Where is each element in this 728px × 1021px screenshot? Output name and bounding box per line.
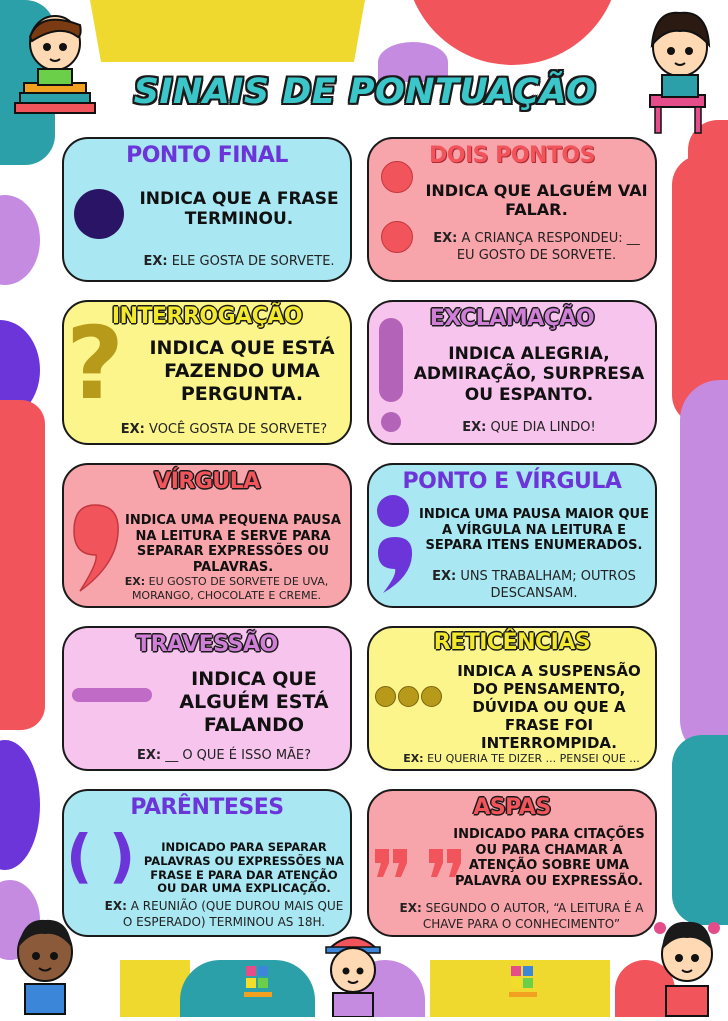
card-description: INDICADO PARA SEPARAR PALAVRAS OU EXPRESSÕES NA FRASE E PARA DAR ATENÇÃO OU DAR UMA EXPLICAÇÃO. <box>143 840 345 896</box>
card-example: EX: UNS TRABALHAM; OUTROS DESCANSAM. <box>432 569 636 601</box>
card-virgula <box>62 463 352 608</box>
card-title: VÍRGULA <box>154 469 260 494</box>
kid-girl-bottom-right-illustration <box>648 910 726 1017</box>
bg-shape-yellow-top <box>90 0 365 62</box>
card-example: EX: A CRIANÇA RESPONDEU: __ EU GOSTO DE SORVETE. <box>433 231 640 263</box>
aquarela-logo-right <box>503 962 543 1002</box>
card-title: ASPAS <box>473 795 551 820</box>
card-description: INDICA QUE ESTÁ FAZENDO UMA PERGUNTA. <box>149 337 335 405</box>
kid-reading-top-left-illustration <box>10 5 100 125</box>
punctuation-semicolon-icon <box>375 495 415 595</box>
card-description: INDICA QUE ALGUÉM ESTÁ FALANDO <box>179 668 329 736</box>
card-title: EXCLAMAÇÃO <box>429 306 595 331</box>
card-description: INDICA QUE A FRASE TERMINOU. <box>139 189 339 230</box>
page-title: SINAIS DE PONTUAÇÃO <box>133 72 597 112</box>
card-description: INDICA ALEGRIA, ADMIRAÇÃO, SURPRESA OU ESPANTO. <box>413 344 645 405</box>
punctuation-colon-icon <box>381 161 413 271</box>
bg-shape-purple-left-1 <box>0 195 40 285</box>
card-reticencias <box>367 626 657 771</box>
card-travessao <box>62 626 352 771</box>
card-example: EX: EU GOSTO DE SORVETE DE UVA, MORANGO, CHOCOLATE E CREME. <box>124 575 329 603</box>
bg-shape-violet-left-2 <box>0 740 40 870</box>
punctuation-dash-icon <box>72 688 152 702</box>
card-example: EX: __ O QUE É ISSO MÃE? <box>136 748 312 763</box>
card-example: EX: EU QUERIA TE DIZER ... PENSEI QUE ... <box>403 752 640 765</box>
card-exclamacao <box>367 300 657 445</box>
card-title: INTERROGAÇÃO <box>111 304 303 329</box>
bg-shape-teal-right <box>672 735 728 925</box>
card-example: EX: ELE GOSTA DE SORVETE. <box>143 254 335 269</box>
card-description: INDICADO PARA CITAÇÕES OU PARA CHAMAR A ATENÇÃO SOBRE UMA PALAVRA OU EXPRESSÃO. <box>453 827 645 889</box>
card-description: INDICA A SUSPENSÃO DO PENSAMENTO, DÚVIDA OU QUE A FRASE FOI INTERROMPIDA. <box>457 662 641 752</box>
card-description: INDICA QUE ALGUÉM VAI FALAR. <box>425 181 648 220</box>
card-title: DOIS PONTOS <box>429 143 595 168</box>
card-parenteses <box>62 789 352 937</box>
bg-shape-red-left <box>0 400 45 730</box>
card-ponto-final <box>62 137 352 282</box>
card-aspas <box>367 789 657 937</box>
card-example: EX: SEGUNDO O AUTOR, “A LEITURA É A CHAVE PARA O CONHECIMENTO” <box>399 901 644 931</box>
card-title: PARÊNTESES <box>130 795 284 820</box>
card-title: PONTO E VÍRGULA <box>402 469 622 494</box>
kid-boy-cap-bottom-illustration <box>318 925 388 1017</box>
aquarela-logo-left <box>238 962 278 1002</box>
punctuation-ellipsis-icon <box>375 686 445 708</box>
card-example: EX: VOCÊ GOSTA DE SORVETE? <box>120 422 328 437</box>
card-interrogacao <box>62 300 352 445</box>
parentheses-icon: ( ) <box>66 822 134 890</box>
card-example: EX: QUE DIA LINDO! <box>462 420 596 435</box>
punctuation-exclamation-icon <box>379 318 403 436</box>
card-description: INDICA UMA PAUSA MAIOR QUE A VÍRGULA NA LEITURA E SEPARA ITENS ENUMERADOS. <box>419 507 649 554</box>
kid-girl-top-right-illustration <box>635 5 725 135</box>
bg-shape-purple-right <box>680 380 728 760</box>
card-ponto-e-virgula <box>367 463 657 608</box>
question-mark-icon: ? <box>66 305 125 422</box>
card-example: EX: A REUNIÃO (QUE DUROU MAIS QUE O ESPERADO) TERMINOU AS 18H. <box>104 899 344 929</box>
card-description: INDICA UMA PEQUENA PAUSA NA LEITURA E SERVE PARA SEPARAR EXPRESSÕES OU PALAVRAS. <box>125 513 341 575</box>
card-dois-pontos <box>367 137 657 282</box>
punctuation-period-icon <box>74 189 124 239</box>
card-title: PONTO FINAL <box>126 143 288 168</box>
card-title: TRAVESSÃO <box>136 632 278 657</box>
card-title: RETICÊNCIAS <box>433 630 591 655</box>
